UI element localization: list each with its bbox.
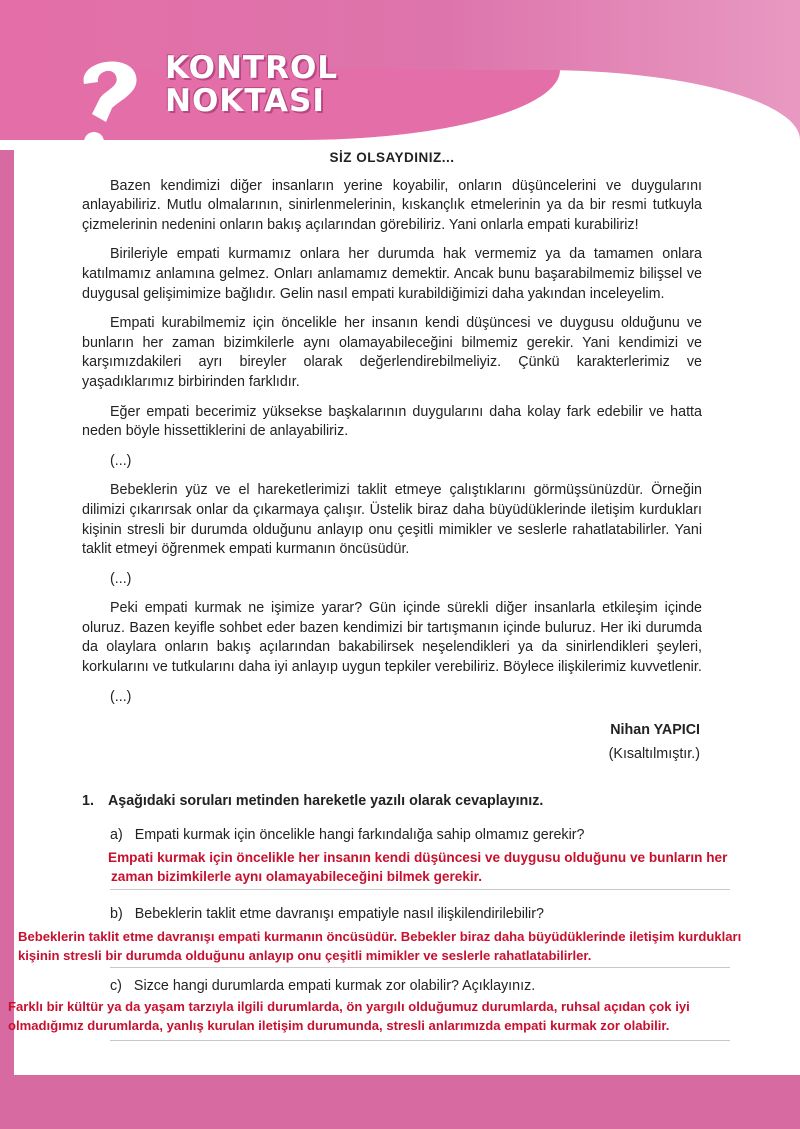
sub-question-a — [110, 827, 584, 843]
sub-question-label: c) — [110, 978, 122, 994]
left-border — [0, 150, 14, 1080]
answer-line-rule — [110, 967, 730, 968]
answer-line: Empati kurmak için öncelikle her insanın kendi düşüncesi ve duygusu olduğunu ve bunların her — [108, 850, 728, 865]
question-section — [82, 793, 742, 809]
paragraph: Eğer empati becerimiz yüksekse başkalarının duygularını daha kolay fark edebilir ve hatta neden böyle hissettiklerini de anlayabiliriz. — [82, 403, 702, 440]
answer-b — [18, 927, 741, 965]
paragraph: Empati kurabilmemiz için öncelikle her insanın kendi düşüncesi ve duygusu olduğunu ve bunların her zaman bizimkilerle aynı olamayabileceğini bilmemiz gerekir. Yani kendimizi ve karşımızdakileri ayrı bireyler olarak değerlendirebilmeliyiz. Çünkü karakterlerimiz ve yaşadıklarımız birbirinden farklıdır. — [82, 315, 702, 390]
text-title: SİZ OLSAYDINIZ... — [329, 150, 455, 165]
omission-mark: (...) — [110, 688, 132, 705]
paragraph: Peki empati kurmak ne işimize yarar? Gün içinde sürekli diğer insanlarla etkileşim içinde oluruz. Bazen keyifle sohbet eder bazen kendimizi bir tartışmanın içinde buluruz. Her iki durumda da olaylara onların bakış açılarından bakabilirsek neşelendikleri ya da sinirlendikleri şeyleri, korkularını ve tutkularını daha iyi anlayıp uygun tepkiler verebiliriz. Böylece ilişkilerimiz kuvvetlenir. — [82, 600, 702, 676]
answer-line: zaman bizimkilerle aynı olamayabileceğini bilmek gerekir. — [111, 869, 482, 884]
question-number: 1. — [82, 793, 94, 809]
question-header — [82, 793, 742, 809]
sub-question-text: Bebeklerin taklit etme davranışı empatiyle nasıl ilişkilendirilebilir? — [134, 906, 544, 922]
omission-mark: (...) — [110, 570, 132, 587]
author-name: Nihan YAPICI — [610, 722, 700, 739]
abridged-note: (Kısaltılmıştır.) — [608, 745, 700, 762]
answer-line-rule — [110, 1040, 730, 1041]
answer-line-rule — [110, 889, 730, 890]
answer-line: Bebeklerin taklit etme davranışı empati kurmanın öncüsüdür. Bebekler biraz daha büyüdüklerinde iletişim kurdukları — [18, 929, 742, 944]
footer-band — [0, 1075, 800, 1129]
paragraph: Bazen kendimizi diğer insanların yerine koyabilir, onların düşüncelerini ve duygularını anlayabiliriz. Mutlu olmalarının, sinirlenmelerinin, kıskançlık etmelerinin ya da bir resmi tutkuyla çizmelerinin nedenini onların bakış açılarından görebiliriz. Yani onlarla empati kurabiliriz! — [82, 177, 702, 233]
sub-question-label: b) — [110, 906, 123, 922]
answer-c — [8, 997, 690, 1035]
question-mark-icon — [70, 50, 150, 160]
sub-question-text: Sizce hangi durumlarda empati kurmak zor olabilir? Açıklayınız. — [133, 978, 536, 994]
sub-question-text: Empati kurmak için öncelikle hangi farkındalığa sahip olmamız gerekir? — [134, 827, 585, 843]
sub-question-b — [110, 906, 544, 922]
logo-line-1: KONTROL — [165, 50, 339, 86]
omission-mark: (...) — [110, 452, 132, 469]
paragraph: Birileriyle empati kurmamız onlara her durumda hak vermemiz ya da tamamen onlara katılmamız anlamına gelmez. Onları anlamamız demektir. Ancak bunu başarabilmemiz bilişsel ve duygusal gelişimimize bağlıdır. Gelin nasıl empati kurabildiğimizi daha yakından inceleyelim. — [82, 246, 702, 302]
reading-text — [82, 148, 702, 764]
answer-line: Farklı bir kültür ya da yaşam tarzıyla ilgili durumlarda, ön yargılı olduğumuz durumlarda, ruhsal açıdan çok iyi — [8, 999, 690, 1014]
sub-question-label: a) — [110, 827, 123, 843]
answer-line: kişinin stresli bir durumda olduğunu anlayıp onu çeşitli mimikler ve seslerle rahatlatabilirler. — [18, 948, 592, 963]
logo-line-2: NOKTASI — [165, 83, 325, 119]
sub-question-c — [110, 978, 535, 994]
author-block — [82, 721, 702, 764]
answer-line: olmadığımız durumlarda, yanlış kurulan iletişim durumunda, stresli anlarımızda empati kurmak zor olabilir. — [8, 1018, 670, 1033]
section-logo — [165, 52, 338, 118]
question-prompt: Aşağıdaki soruları metinden hareketle yazılı olarak cevaplayınız. — [107, 793, 544, 809]
paragraph: Bebeklerin yüz ve el hareketlerimizi taklit etmeye çalıştıklarını görmüşsünüzdür. Örneğin dilimizi çıkarırsak onlar da çıkarmaya çalışır. Üstelik biraz daha büyüdüklerinde iletişim kurdukları kişinin stresli bir durumda olduğunu anlayıp onu çeşitli mimikler ve seslerle rahatlatabilirler. Yani taklit etmeyi öğrenmek empati kurmanın öncüsüdür. — [82, 482, 702, 558]
answer-a — [108, 848, 727, 886]
